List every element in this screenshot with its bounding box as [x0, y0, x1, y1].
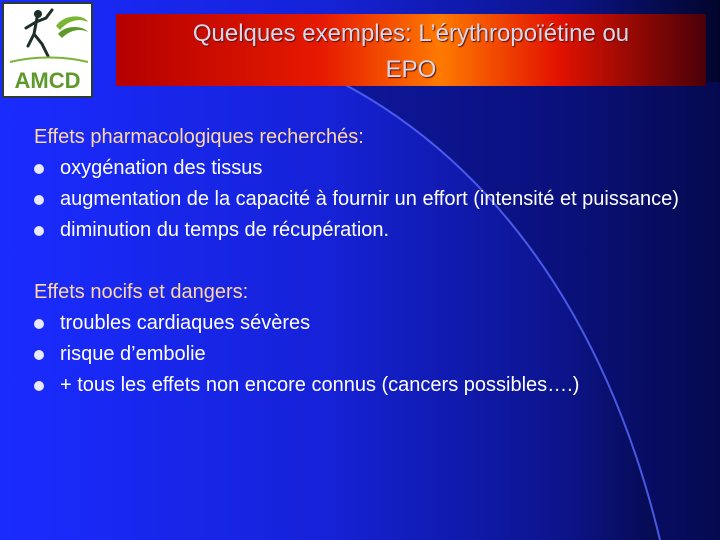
- slide-content: [34, 122, 704, 401]
- logo-text: AMCD: [14, 68, 81, 93]
- bullet-icon: [34, 319, 44, 329]
- runner-logo-icon: [4, 4, 91, 96]
- bullet-list: [34, 308, 704, 401]
- bullet-list: [34, 153, 704, 246]
- list-item: diminution du temps de récupération.: [34, 215, 704, 246]
- bullet-icon: [34, 195, 44, 205]
- bullet-icon: [34, 381, 44, 391]
- amcd-logo: [2, 2, 93, 98]
- list-item: oxygénation des tissus: [34, 153, 704, 184]
- list-item: augmentation de la capacité à fournir un effort (intensité et puissance): [34, 184, 704, 215]
- list-item: troubles cardiaques sévères: [34, 308, 704, 339]
- bullet-icon: [34, 350, 44, 360]
- slide-title: [116, 14, 706, 88]
- section-heading: Effets pharmacologiques recherchés:: [34, 126, 364, 148]
- title-line-1: Quelques exemples: L’érythropoïétine ou: [192, 20, 630, 47]
- list-item: + tous les effets non encore connus (cancers possibles….): [34, 370, 704, 401]
- section-heading: Effets nocifs et dangers:: [34, 281, 249, 303]
- list-item: risque d’embolie: [34, 339, 704, 370]
- bullet-icon: [34, 226, 44, 236]
- bullet-icon: [34, 164, 44, 174]
- title-bar: [116, 14, 706, 86]
- title-line-2: EPO: [385, 56, 437, 83]
